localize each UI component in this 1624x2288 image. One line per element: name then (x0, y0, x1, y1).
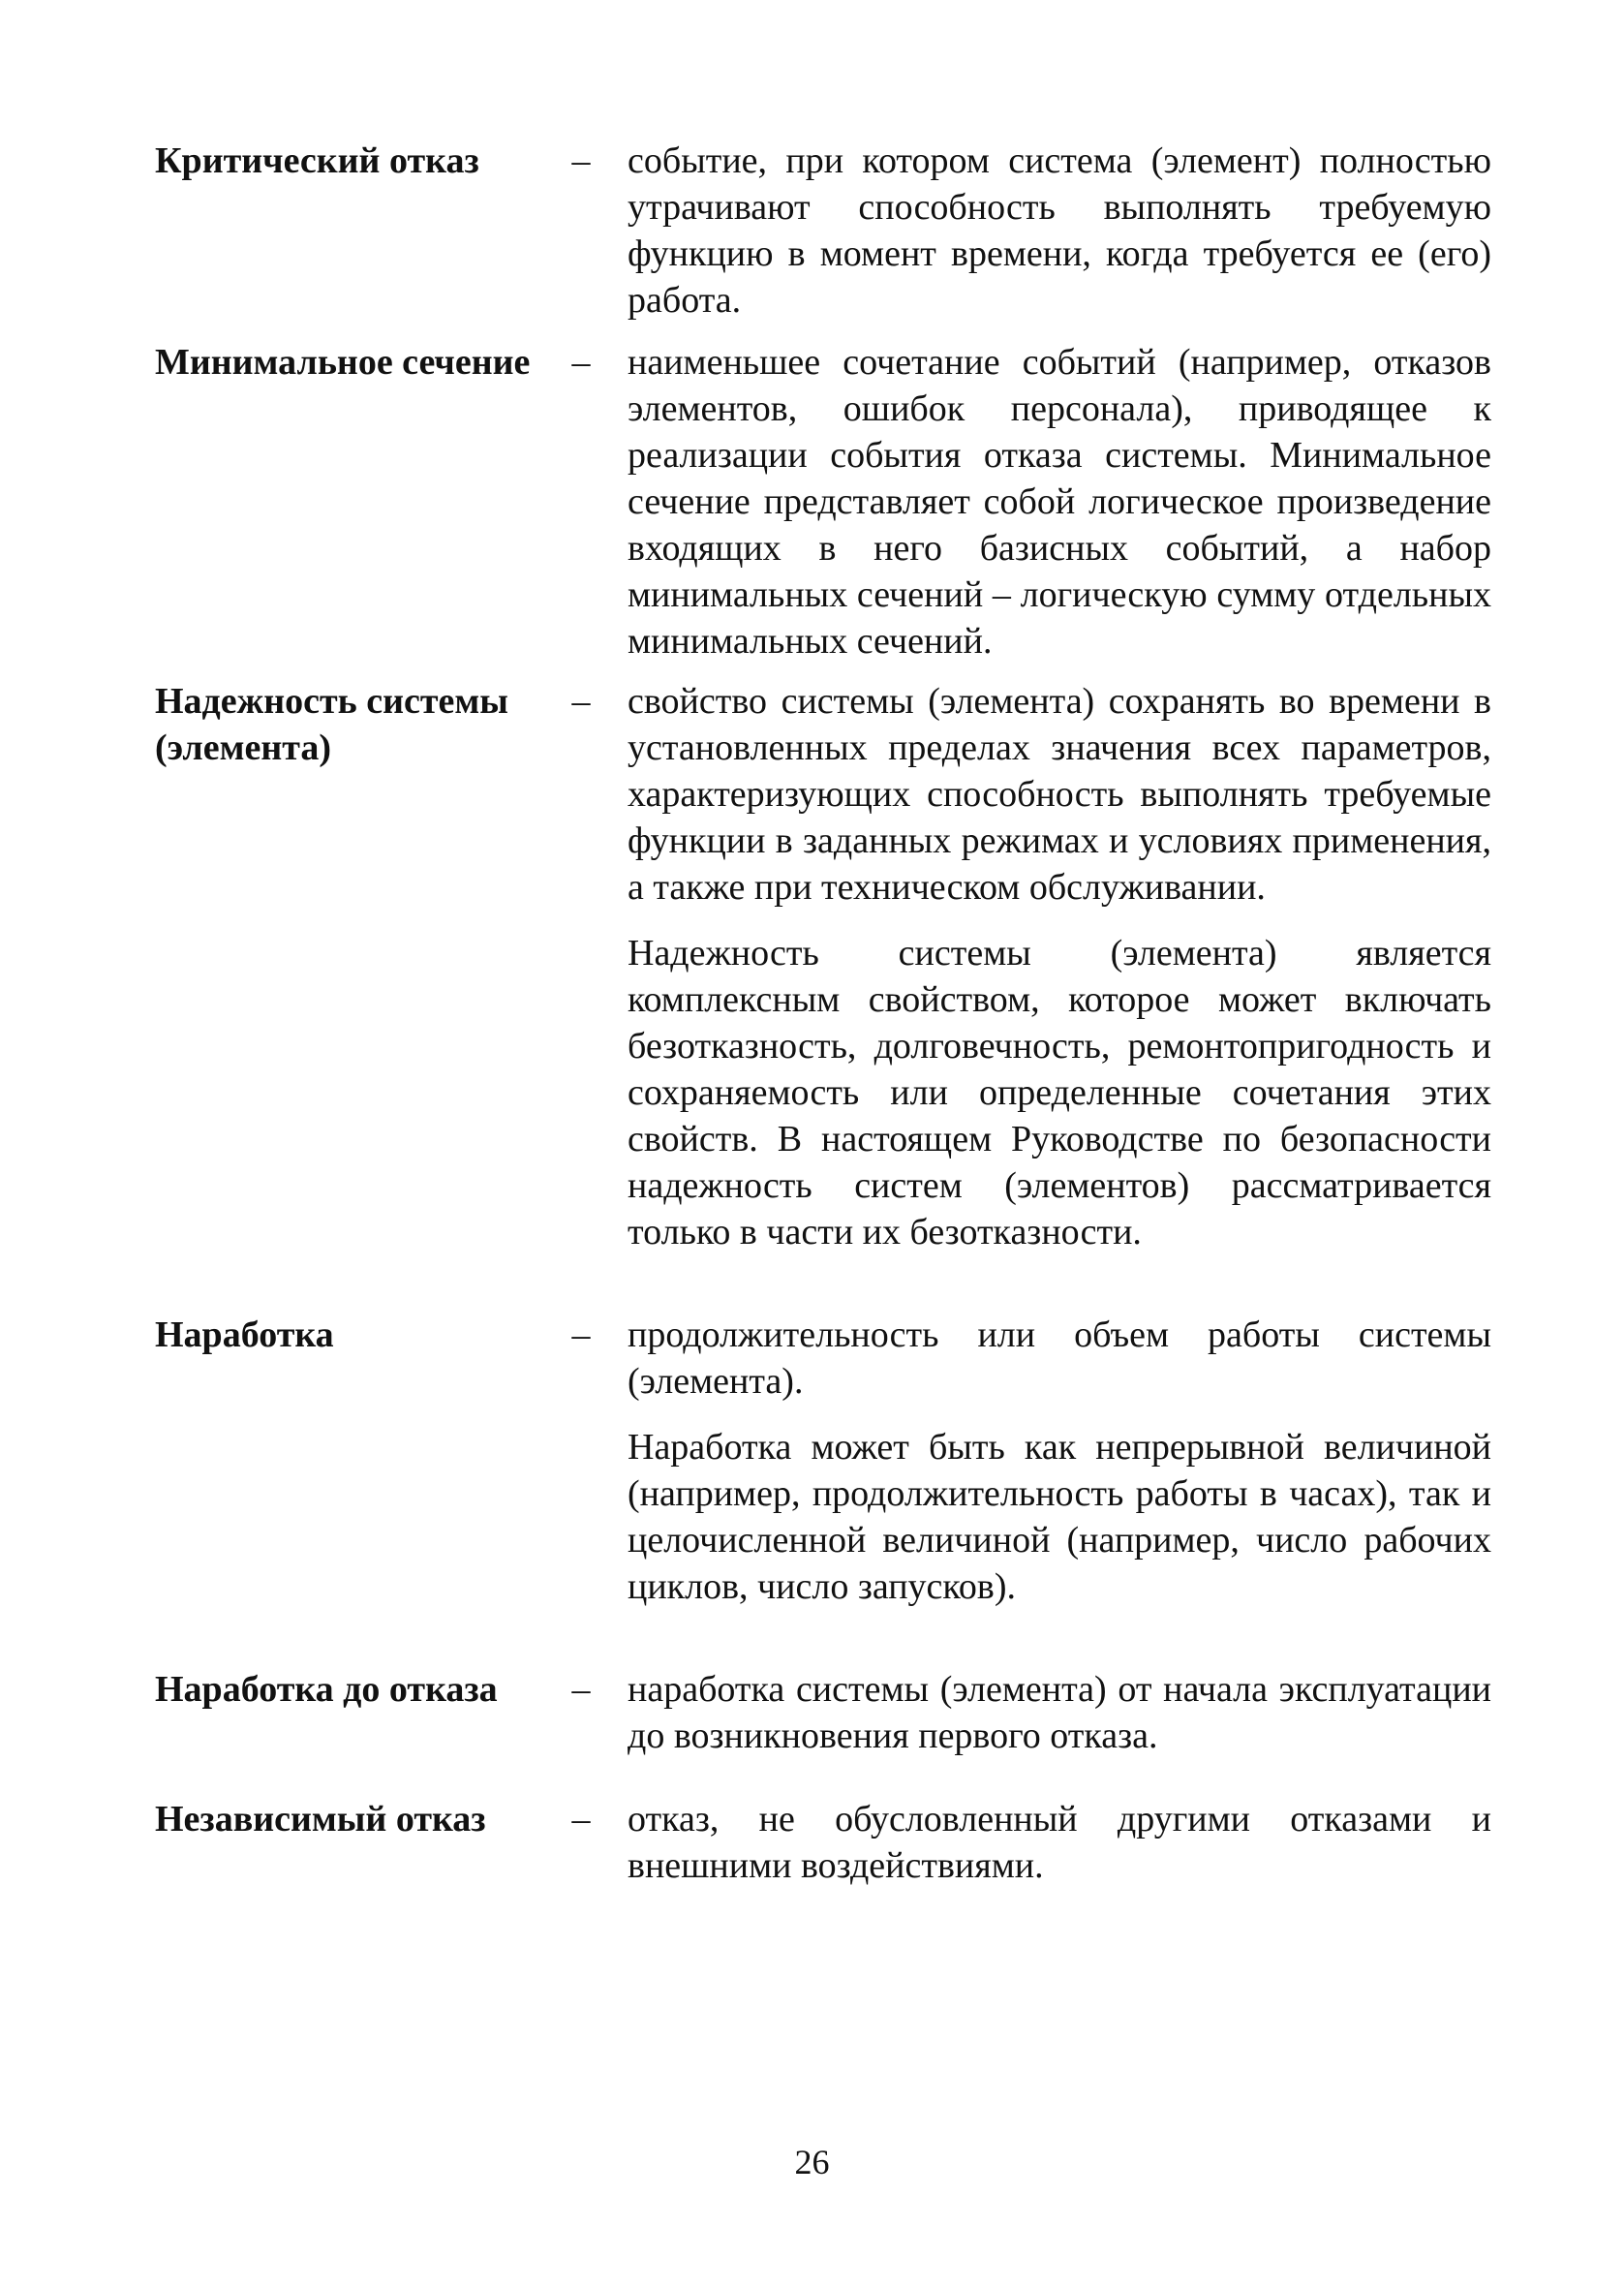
dash-separator: – (571, 140, 591, 181)
definition (628, 339, 1491, 665)
term: Наработка (155, 1314, 334, 1355)
definition (628, 678, 1491, 1255)
term: Наработка до отказа (155, 1669, 498, 1710)
dash-separator: – (571, 681, 591, 722)
definition (628, 138, 1491, 324)
definition-paragraph: продолжительность или объем работы системы (элемента). (628, 1314, 1491, 1402)
definition-paragraph: отказ, не обусловленный другими отказами и внешними воздействиями. (628, 1799, 1491, 1886)
page-number: 26 (794, 2143, 830, 2181)
definition-paragraph: Наработка может быть как непрерывной величиной (например, продолжительность работы в часах), так и целочисленной величиной (например, число рабочих циклов, число запусков). (628, 1427, 1491, 1607)
dash-separator: – (571, 1669, 591, 1710)
term: Независимый отказ (155, 1799, 486, 1840)
term: Надежность системы (элемента) (155, 681, 508, 768)
definition (628, 1312, 1491, 1610)
definition (628, 1796, 1491, 1889)
definition-paragraph: Надежность системы (элемента) является комплексным свойством, которое может включать безотказность, долговечность, ремонтопригодность и сохраняемость или определенные сочетания этих свойств. В настоящем Руководстве по безопасности надежность систем (элементов) рассматривается только в части их безотказности. (628, 933, 1491, 1252)
dash-separator: – (571, 342, 591, 383)
definition (628, 1666, 1491, 1759)
dash-separator: – (571, 1799, 591, 1840)
definition-paragraph: наработка системы (элемента) от начала эксплуатации до возникновения первого отказа. (628, 1669, 1491, 1756)
definition-paragraph: свойство системы (элемента) сохранять во времени в установленных пределах значения всех параметров, характеризующих способность выполнять требуемые функции в заданных режимах и условиях применения, а также при техническом обслуживании. (628, 681, 1491, 908)
dash-separator: – (571, 1314, 591, 1355)
term: Критический отказ (155, 140, 479, 181)
definition-paragraph: событие, при котором система (элемент) полностью утрачивают способность выполнять требуемую функцию в момент времени, когда требуется ее (его) работа. (628, 140, 1491, 321)
definition-paragraph: наименьшее сочетание событий (например, отказов элементов, ошибок персонала), приводящее к реализации события отказа системы. Минимальное сечение представляет собой логическое произведение входящих в него базисных событий, а набор минимальных сечений – логическую сумму отдельных минимальных сечений. (628, 342, 1491, 662)
term: Минимальное сечение (155, 342, 531, 383)
